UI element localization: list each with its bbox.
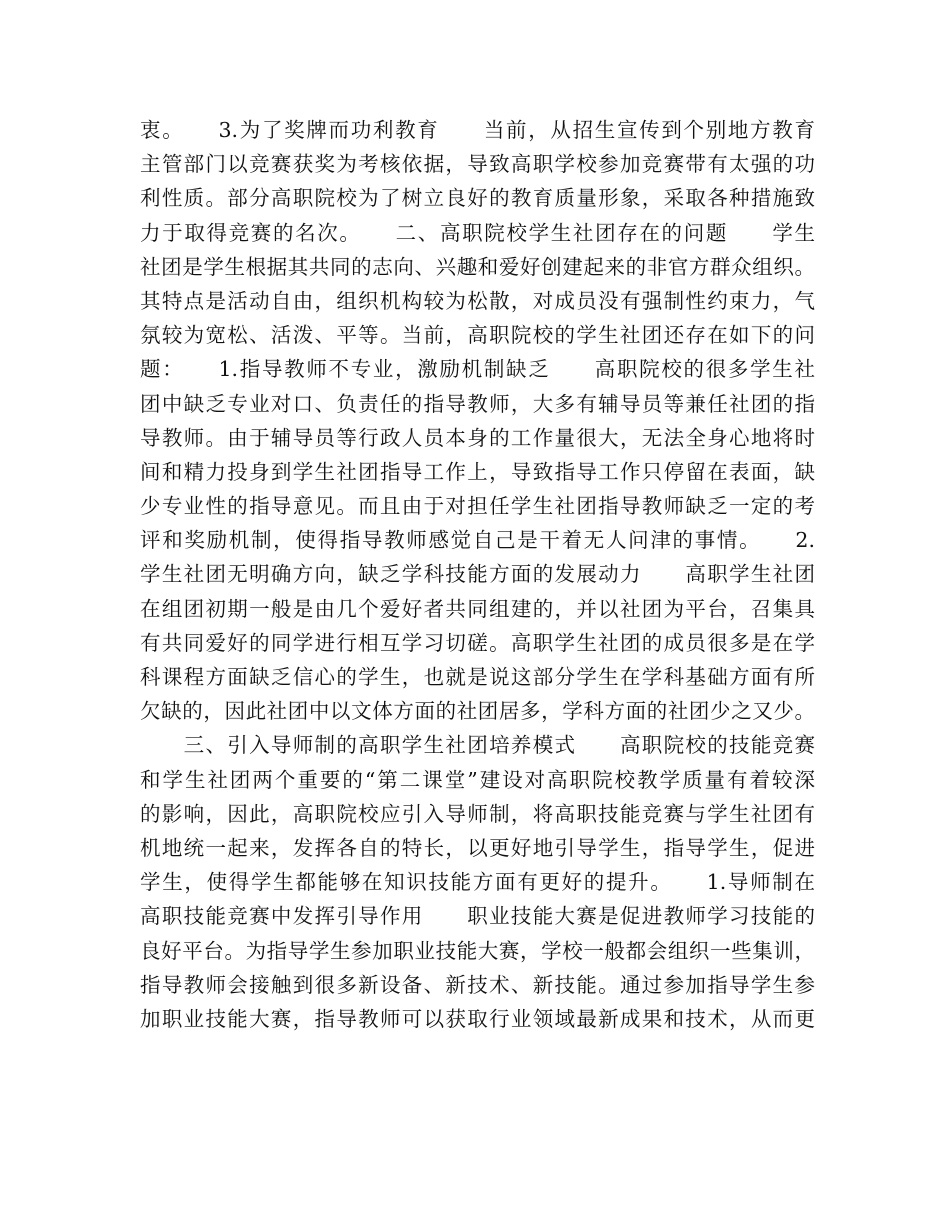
text-line: 机地统一起来，发挥各自的特长，以更好地引导学生，指导学生，促进 <box>140 835 815 860</box>
text-line: 少专业性的指导意见。而且由于对担任学生社团指导教师缺乏一定的考 <box>140 494 815 519</box>
text-line: 力于取得竞赛的名次。 二、高职院校学生社团存在的问题 学生 <box>140 220 815 245</box>
text-line: 评和奖励机制，使得指导教师感觉自己是干着无人问津的事情。 2. <box>140 528 815 553</box>
text-line: 氛较为宽松、活泼、平等。当前，高职院校的学生社团还存在如下的问 <box>140 323 815 348</box>
text-line: 高职技能竞赛中发挥引导作用 职业技能大赛是促进教师学习技能的 <box>140 904 815 929</box>
text-line: 的影响，因此，高职院校应引入导师制，将高职技能竞赛与学生社团有 <box>140 801 815 826</box>
text-line: 其特点是活动自由，组织机构较为松散，对成员没有强制性约束力，气 <box>140 288 815 313</box>
text-line: 利性质。部分高职院校为了树立良好的教育质量形象，采取各种措施致 <box>140 186 815 211</box>
text-line: 加职业技能大赛，指导教师可以获取行业领域最新成果和技术，从而更 <box>140 1006 815 1031</box>
text-line: 良好平台。为指导学生参加职业技能大赛，学校一般都会组织一些集训， <box>140 938 815 963</box>
body-text <box>140 113 815 1036</box>
text-line: 学生社团无明确方向，缺乏学科技能方面的发展动力 高职学生社团 <box>140 562 815 587</box>
text-line: 科课程方面缺乏信心的学生，也就是说这部分学生在学科基础方面有所 <box>140 665 815 689</box>
text-line: 欠缺的，因此社团中以文体方面的社团居多，学科方面的社团少之又少。 <box>140 699 815 724</box>
text-line: 导教师。由于辅导员等行政人员本身的工作量很大，无法全身心地将时 <box>140 425 815 450</box>
text-line: 衷。 3.为了奖牌而功利教育 当前，从招生宣传到个别地方教育 <box>140 118 815 142</box>
text-line: 主管部门以竞赛获奖为考核依据，导致高职学校参加竞赛带有太强的功 <box>140 152 815 177</box>
text-line: 学生，使得学生都能够在知识技能方面有更好的提升。 1.导师制在 <box>140 870 815 895</box>
text-line: 题： 1.指导教师不专业，激励机制缺乏 高职院校的很多学生社 <box>140 357 815 382</box>
text-line: 三、引入导师制的高职学生社团培养模式 高职院校的技能竞赛 <box>140 733 815 758</box>
text-line: 有共同爱好的同学进行相互学习切磋。高职学生社团的成员很多是在学 <box>140 630 815 655</box>
text-line: 团中缺乏专业对口、负责任的指导教师，大多有辅导员等兼任社团的指 <box>140 391 815 416</box>
text-line: 间和精力投身到学生社团指导工作上，导致指导工作只停留在表面，缺 <box>140 459 815 484</box>
text-line: 和学生社团两个重要的“第二课堂”建设对高职院校教学质量有着较深 <box>140 767 815 792</box>
text-line: 社团是学生根据其共同的志向、兴趣和爱好创建起来的非官方群众组织。 <box>140 254 815 279</box>
text-line: 指导教师会接触到很多新设备、新技术、新技能。通过参加指导学生参 <box>140 972 815 997</box>
text-line: 在组团初期一般是由几个爱好者共同组建的，并以社团为平台，召集具 <box>140 596 815 621</box>
